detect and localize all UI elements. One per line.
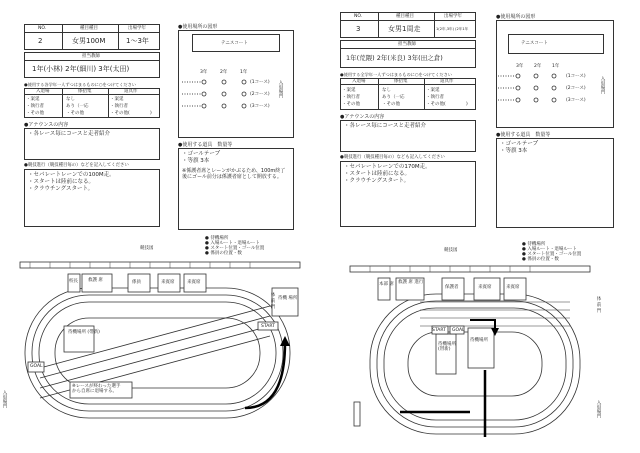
right-course-1: (1コース) bbox=[566, 74, 586, 79]
left-wait2-label: 待機場所 (帯新) bbox=[68, 330, 100, 335]
right-tennis-court bbox=[508, 34, 604, 54]
right-wait-label: 待機場所 (帯新) bbox=[438, 342, 456, 352]
left-booth-0: 校長 bbox=[69, 279, 78, 284]
left-booth-1: 救護 席 bbox=[88, 278, 103, 283]
left-att-c7: ・その他 bbox=[66, 111, 84, 116]
left-booth-5: 来賓席 bbox=[187, 280, 201, 285]
right-course-dots bbox=[496, 70, 606, 110]
left-att-col2: 係招集 bbox=[78, 89, 92, 94]
left-event: 女男100M bbox=[72, 37, 106, 45]
right-map-legend bbox=[522, 242, 581, 262]
right-equip-title: ●使用する道具 数量等 bbox=[496, 132, 551, 138]
right-att-col2: 係招集 bbox=[394, 79, 408, 84]
left-wait-label: 待機 場所 bbox=[278, 296, 298, 301]
right-att-c4: あり（一応 bbox=[382, 95, 405, 100]
left-event-label: 種目種目 bbox=[80, 26, 98, 31]
right-start-label: START bbox=[432, 328, 446, 333]
left-announce-text: ・各レース毎にコースと走者紹介 bbox=[28, 131, 110, 137]
left-entrance-label: 入退場門 bbox=[2, 390, 7, 408]
right-notes-title: ●競技進行（競技種目毎の）なども記入してください bbox=[340, 155, 445, 160]
right-att-col1: 入退場 bbox=[352, 79, 366, 84]
right-wait2-label: 待機場所 bbox=[470, 338, 488, 343]
left-att-c6: ・その他 bbox=[26, 111, 44, 116]
right-notes-l1: ・スタートは陸前になる。 bbox=[344, 171, 411, 177]
right-track-map bbox=[330, 262, 600, 448]
left-notes-l1: ・スタートは陸前になる。 bbox=[28, 179, 95, 185]
right-notes-l0: ・セパレートレーンでの170M走。 bbox=[344, 164, 431, 170]
left-course-dots bbox=[180, 76, 290, 116]
right-legend-1: ● 入場ルート・退場ルート bbox=[522, 247, 577, 252]
right-event: 女男1周走 bbox=[388, 25, 421, 33]
right-att-c6: ・その他 bbox=[342, 102, 360, 107]
left-announce-title: ●アナウンスの内容 bbox=[24, 122, 69, 128]
left-map-legend bbox=[205, 236, 264, 256]
right-att-col3: 道具作 bbox=[440, 79, 454, 84]
left-att-c0: ・案延 bbox=[26, 97, 40, 102]
left-position-entrance: 入退場門 bbox=[278, 80, 283, 98]
right-no-label: NO. bbox=[354, 14, 363, 19]
right-teachers: 1年(荒隈) 2年(米良) 3年(田之倉) bbox=[346, 54, 443, 62]
right-legend-2: ● スタート位置・ゴール位置 bbox=[522, 252, 582, 257]
right-att-c7: ・その他 bbox=[382, 102, 400, 107]
right-announce-title: ●アナウンスの内容 bbox=[340, 114, 385, 120]
left-notes-l2: ・クラウチングスタート。 bbox=[28, 186, 94, 192]
left-att-c1: なし bbox=[66, 97, 75, 102]
left-map-title: 競技図 bbox=[140, 246, 154, 251]
left-equip-l0: ・ゴールテープ bbox=[182, 151, 221, 157]
right-booth-3: 来賓席 bbox=[478, 285, 492, 290]
left-position-title: ●使用場所の図形 bbox=[178, 24, 218, 30]
left-track-map bbox=[10, 258, 310, 448]
right-gate-label: 体 前 門 bbox=[596, 296, 601, 313]
right-att-c8: ・その他( bbox=[426, 102, 446, 107]
left-equip-l1: ・等旗 3本 bbox=[182, 158, 210, 164]
right-grade: 1(2年,3年) (2年1年 bbox=[436, 27, 469, 31]
right-booth-2: 保護者 bbox=[445, 285, 459, 290]
left-teacher-label: 担当教師 bbox=[82, 54, 100, 59]
right-course-2: (2コース) bbox=[566, 86, 586, 91]
left-num-1: 1年 bbox=[240, 70, 248, 75]
left-att-col3: 道具作 bbox=[124, 89, 138, 94]
right-booth-1: 救護 席 進行 bbox=[398, 280, 424, 285]
left-att-col1: 入退場 bbox=[36, 89, 50, 94]
left-bottom-note: ※レースが終わった選手 から自席に退場する。 bbox=[72, 384, 121, 394]
left-notes-title: ●競技進行（競技種目毎の）などを記入してください bbox=[24, 163, 129, 168]
left-att-c8: ・その他( bbox=[110, 111, 130, 116]
left-legend-3: ● 係員の位置・数 bbox=[205, 251, 242, 256]
right-notes-l2: ・クラウチングスタート。 bbox=[344, 178, 410, 184]
right-position-entrance: 入退場門 bbox=[600, 76, 605, 94]
right-position-title: ●使用場所の図形 bbox=[496, 14, 536, 20]
right-num-1: 1年 bbox=[552, 64, 560, 69]
left-att-c9: ) bbox=[150, 111, 152, 116]
left-booth-3: 係員 bbox=[132, 280, 141, 285]
right-no: 3 bbox=[356, 25, 361, 33]
right-attendance-title: ●使用する全学年一人ずつはまるものに○をつけてください bbox=[340, 72, 452, 77]
right-grade-label: 出場学年 bbox=[444, 14, 462, 19]
right-court-label: テニスコート bbox=[521, 41, 548, 46]
left-num-2: 2年 bbox=[220, 70, 228, 75]
left-teachers: 1年(小林) 2年(細川) 3年(太田) bbox=[32, 65, 130, 73]
right-legend-0: ● 待機場所 bbox=[522, 242, 546, 247]
right-num-2: 2年 bbox=[534, 64, 542, 69]
left-att-c5: ・執行者 bbox=[110, 104, 128, 109]
left-num-3: 3年 bbox=[200, 70, 208, 75]
right-goal-label: GOAL bbox=[452, 328, 465, 333]
left-goal-label: GOAL bbox=[30, 364, 43, 369]
left-gate-label: 体 前 門 bbox=[270, 292, 275, 309]
left-grade-label: 出場学年 bbox=[128, 26, 146, 31]
right-announce-text: ・各レース毎にコースと走者紹介 bbox=[344, 123, 426, 129]
right-att-c1: なし bbox=[382, 88, 391, 93]
right-booth-0: 本部 席 bbox=[379, 282, 394, 287]
left-att-c2: ・案延 bbox=[110, 97, 124, 102]
right-att-c5: ・執行者 bbox=[426, 95, 444, 100]
left-course-1: (1コース) bbox=[250, 80, 270, 85]
right-booth-4: 来賓席 bbox=[506, 285, 520, 290]
left-grade: 1〜3年 bbox=[126, 37, 149, 45]
left-equip-note: ※係護者席とレーンがかぶるため、100m終了後にゴール前分は係護者席として開放する。 bbox=[182, 168, 286, 180]
left-no-label: NO. bbox=[38, 26, 47, 31]
left-att-c3: ・執行者 bbox=[26, 104, 44, 109]
left-court-label: テニスコート bbox=[221, 41, 248, 46]
left-tennis-court bbox=[192, 34, 280, 52]
left-legend-0: ● 待機場所 bbox=[205, 236, 229, 241]
right-course-3: (3コース) bbox=[566, 98, 586, 103]
left-start-label: START bbox=[261, 324, 275, 329]
left-booth-4: 来賓席 bbox=[161, 280, 175, 285]
left-legend-1: ● 入場ルート・退場ルート bbox=[205, 241, 260, 246]
right-event-label: 種目種目 bbox=[396, 14, 414, 19]
left-attendance-title: ●使用する各学年一人ずつはまるものに○をつけてください bbox=[24, 82, 136, 87]
right-att-c3: ・執行者 bbox=[342, 95, 360, 100]
right-att-c0: ・案延 bbox=[342, 88, 356, 93]
left-no: 2 bbox=[38, 37, 43, 45]
left-equip-title: ●使用する道具 数量等 bbox=[178, 142, 233, 148]
right-equip-l1: ・等旗 3本 bbox=[500, 148, 528, 154]
right-map-title: 競技図 bbox=[444, 248, 458, 253]
right-equip-l0: ・ゴールテープ bbox=[500, 141, 539, 147]
right-att-c9: ) bbox=[466, 102, 468, 107]
right-legend-3: ● 係員の位置・数 bbox=[522, 257, 559, 262]
left-course-2: (2コース) bbox=[250, 92, 270, 97]
left-legend-2: ● スタート位置・ゴール位置 bbox=[205, 246, 265, 251]
right-entrance-label: 入退場門 bbox=[596, 400, 601, 418]
left-att-c4: あり（一応 bbox=[66, 104, 89, 109]
right-att-c2: ・案延 bbox=[426, 88, 440, 93]
right-teacher-label: 担当教師 bbox=[398, 42, 416, 47]
left-course-3: (3コース) bbox=[250, 104, 270, 109]
left-notes-l0: ・セパレートレーンでの100M走。 bbox=[28, 172, 115, 178]
right-num-3: 3年 bbox=[516, 64, 524, 69]
